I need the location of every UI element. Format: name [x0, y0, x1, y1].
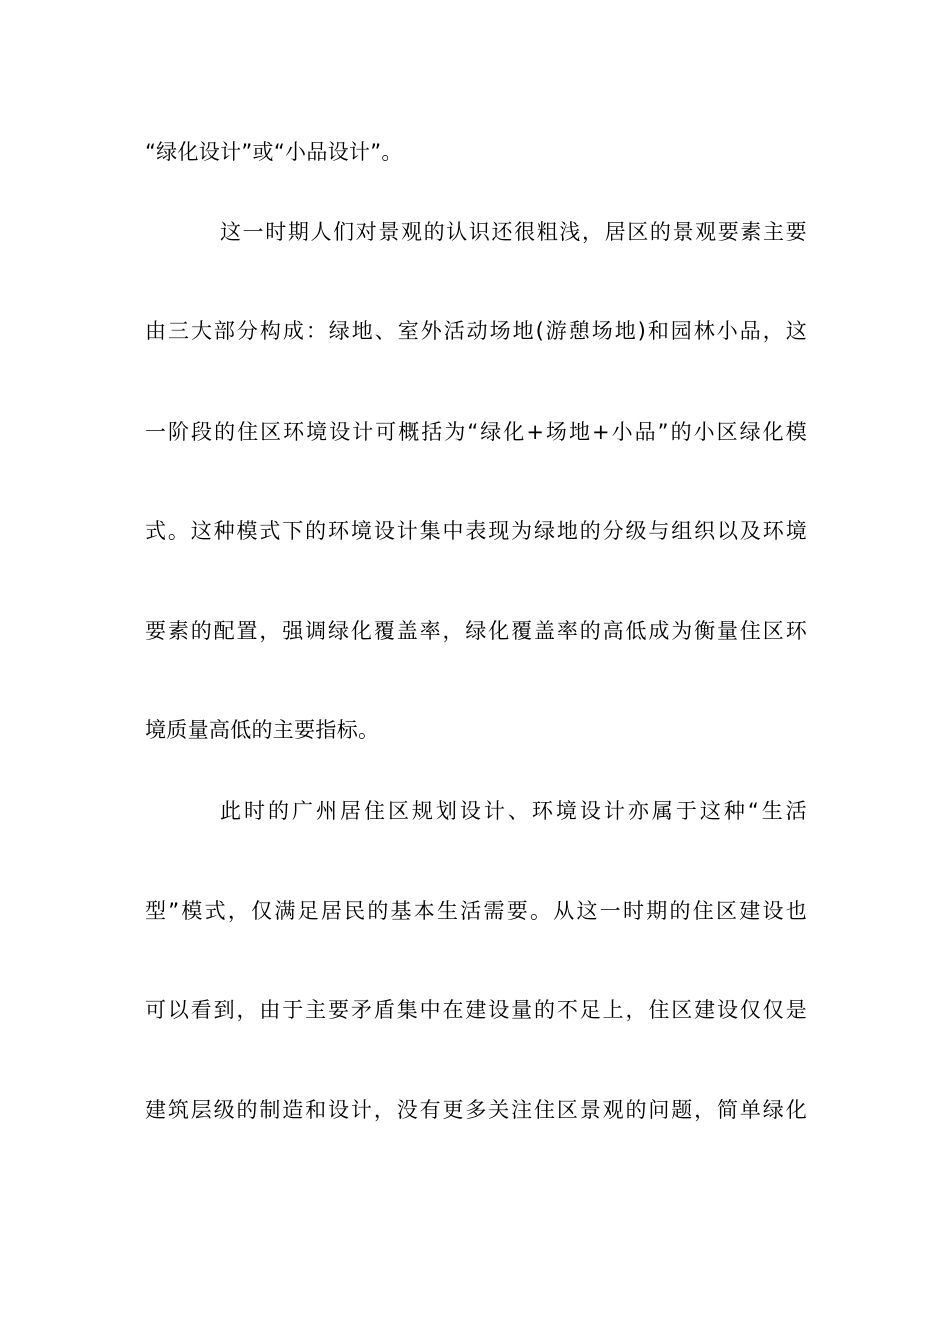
paragraph-line-6: 要素的配置，强调绿化覆盖率，绿化覆盖率的高低成为衡量住区环	[145, 619, 807, 643]
paragraph-line-5: 式。这种模式下的环境设计集中表现为绿地的分级与组织以及环境	[145, 519, 807, 543]
paragraph-line-4: 一阶段的住区环境设计可概括为“绿化+场地+小品”的小区绿化模	[145, 420, 807, 444]
paragraph-line-9: 型”模式，仅满足居民的基本生活需要。从这一时期的住区建设也	[145, 899, 807, 923]
paragraph-line-8: 此时的广州居住区规划设计、环境设计亦属于这种“生活	[220, 799, 807, 823]
paragraph-line-7: 境质量高低的主要指标。	[145, 718, 380, 742]
paragraph-line-2: 这一时期人们对景观的认识还很粗浅，居区的景观要素主要	[220, 220, 807, 244]
paragraph-line-11: 建筑层级的制造和设计，没有更多关注住区景观的问题，简单绿化	[145, 1098, 807, 1122]
paragraph-line-3: 由三大部分构成：绿地、室外活动场地(游憩场地)和园林小品，这	[145, 319, 807, 343]
paragraph-line-1: “绿化设计”或“小品设计”。	[145, 140, 403, 164]
paragraph-line-10: 可以看到，由于主要矛盾集中在建设量的不足上，住区建设仅仅是	[145, 998, 807, 1022]
